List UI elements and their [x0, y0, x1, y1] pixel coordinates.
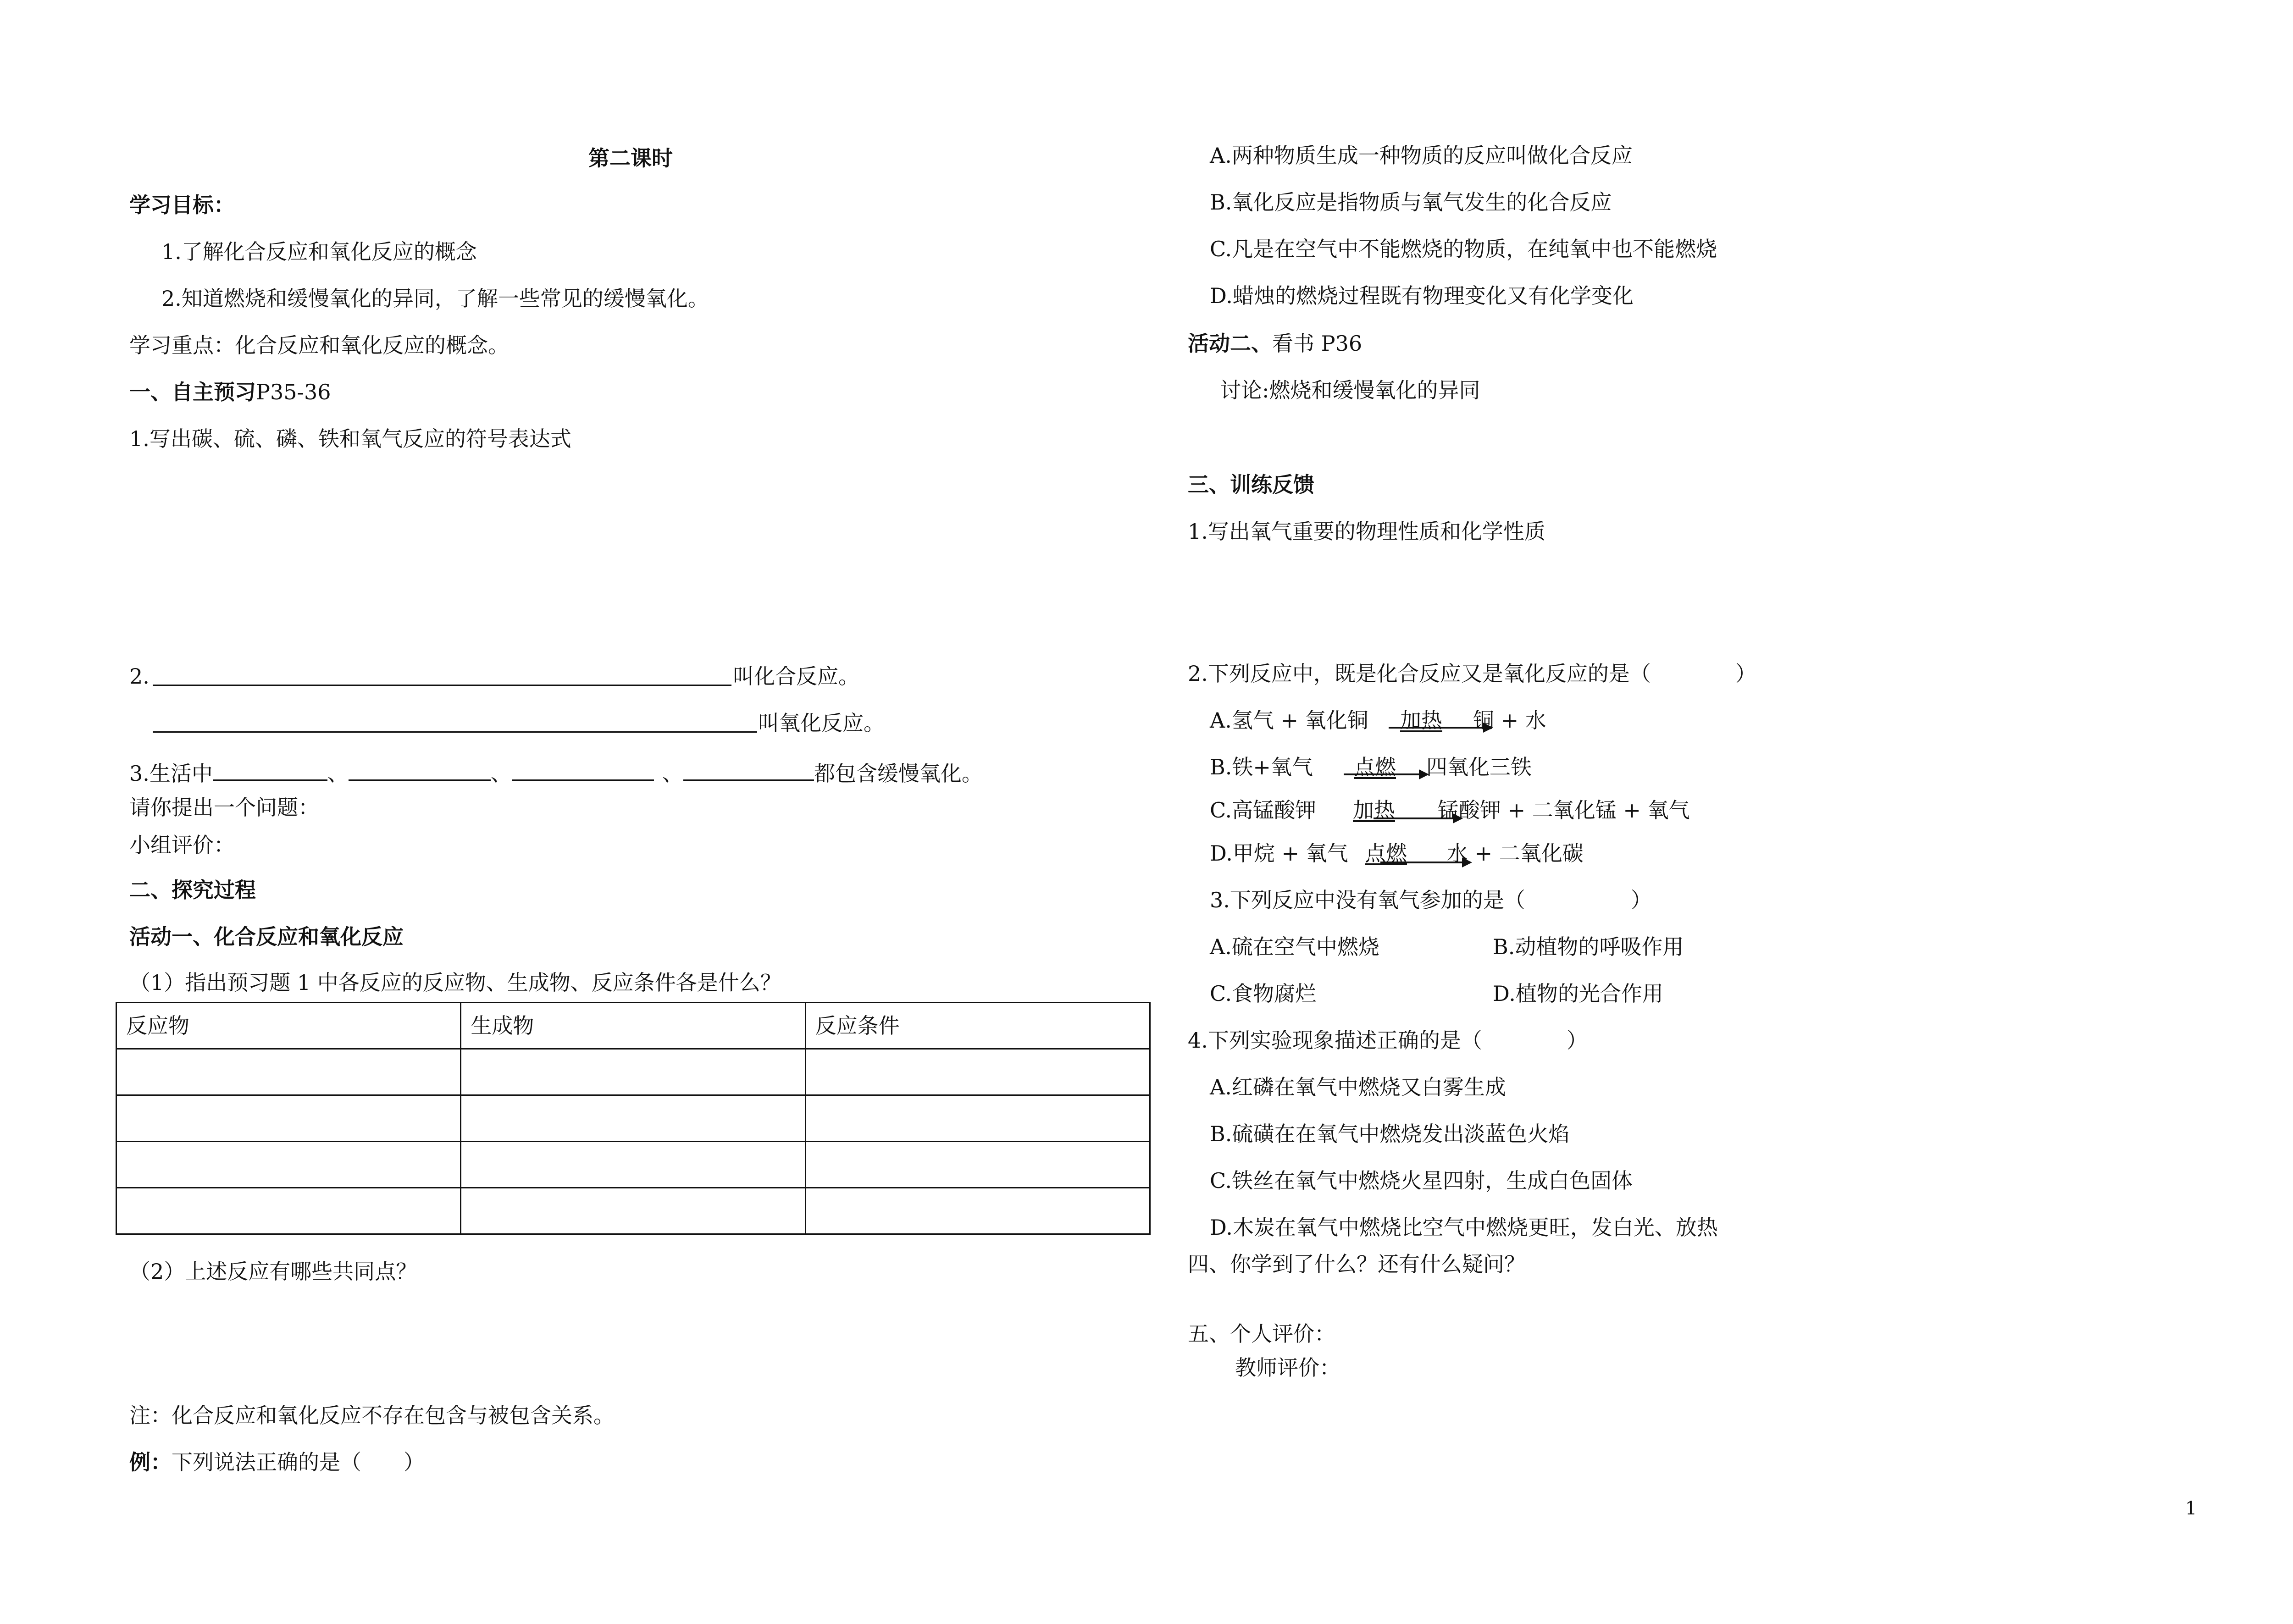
table-header-condition: 反应条件 — [805, 1003, 1150, 1049]
table-cell[interactable] — [805, 1142, 1150, 1188]
oxidation-reaction-suffix: 叫氧化反应。 — [758, 711, 885, 735]
preview-question-1: 1.写出碳、硫、磷、铁和氧气反应的符号表达式 — [129, 426, 571, 451]
discussion: 讨论:燃烧和缓慢氧化的异同 — [1220, 378, 1480, 403]
training-question-2: 2.下列反应中，既是化合反应又是氧化反应的是（ ） — [1188, 661, 1756, 686]
activity-1-title: 活动一、化合反应和氧化反应 — [129, 924, 404, 949]
table-cell[interactable] — [805, 1049, 1150, 1095]
activity-1-line — [129, 926, 404, 947]
table-header-row — [116, 1003, 1150, 1049]
option-2a-right: 铜 + 水 — [1473, 708, 1546, 733]
table-cell[interactable] — [461, 1188, 805, 1234]
activity-2-label: 活动二、 — [1188, 331, 1272, 356]
q3-suffix: 都包含缓慢氧化。 — [814, 761, 983, 786]
preview-question-3 — [129, 759, 983, 784]
option-2a-left: A.氢气 + 氧化铜 — [1210, 708, 1368, 733]
goal-1: 1.了解化合反应和氧化反应的概念 — [161, 239, 477, 264]
table-row — [116, 1095, 1150, 1142]
option-3a: A.硫在空气中燃烧 — [1210, 934, 1379, 959]
table-cell[interactable] — [805, 1095, 1150, 1142]
blank-slow-oxidation-1[interactable] — [213, 759, 327, 781]
option-2d-left: D.甲烷 + 氧气 — [1210, 841, 1348, 866]
table-cell[interactable] — [461, 1142, 805, 1188]
preview-heading-line — [129, 381, 331, 403]
q3-sep-2: 、 — [490, 761, 512, 786]
reaction-table — [116, 1002, 1151, 1235]
option-4a: A.红磷在氧气中燃烧又白雾生成 — [1210, 1075, 1506, 1099]
preview-heading: 一、自主预习 — [129, 380, 256, 404]
example-line — [129, 1452, 425, 1473]
table-header-product: 生成物 — [461, 1003, 805, 1049]
option-4c: C.铁丝在氧气中燃烧火星四射，生成白色固体 — [1210, 1168, 1633, 1193]
blank-line-compound-reaction[interactable] — [153, 685, 731, 686]
option-2c-left: C.高锰酸钾 — [1210, 798, 1317, 823]
table-cell[interactable] — [461, 1095, 805, 1142]
ask-question: 请你提出一个问题： — [129, 795, 319, 820]
option-4b: B.硫磺在在氧气中燃烧发出淡蓝色火焰 — [1210, 1121, 1570, 1146]
training-question-3: 3.下列反应中没有氧气参加的是（ ） — [1210, 888, 1652, 912]
table-cell[interactable] — [116, 1049, 461, 1095]
option-2c-right: 锰酸钾 + 二氧化锰 + 氧气 — [1438, 798, 1690, 823]
example-option-b: B.氧化反应是指物质与氧气发生的化合反应 — [1210, 190, 1612, 215]
table-cell[interactable] — [116, 1142, 461, 1188]
table-cell[interactable] — [805, 1188, 1150, 1234]
goals-heading: 学习目标： — [129, 193, 235, 217]
option-2b-left: B.铁+氧气 — [1210, 755, 1313, 779]
table-cell[interactable] — [116, 1095, 461, 1142]
option-2d-right: 水 + 二氧化碳 — [1447, 841, 1584, 866]
activity-2-text: 看书 P36 — [1272, 331, 1363, 356]
q3-prefix: 3.生活中 — [129, 761, 213, 786]
option-2d-condition: 点燃 — [1365, 841, 1407, 866]
option-2c-condition: 加热 — [1353, 798, 1395, 823]
table-cell[interactable] — [116, 1188, 461, 1234]
option-3c: C.食物腐烂 — [1210, 981, 1317, 1006]
option-2a-condition: 加热 — [1400, 708, 1442, 733]
teacher-evaluation: 教师评价： — [1235, 1355, 1340, 1380]
blank-slow-oxidation-3[interactable] — [512, 759, 654, 781]
option-3b: B.动植物的呼吸作用 — [1493, 934, 1684, 959]
activity-2-line — [1188, 333, 1362, 354]
table-row — [116, 1188, 1150, 1234]
note: 注：化合反应和氧化反应不存在包含与被包含关系。 — [129, 1403, 615, 1428]
blank-line-oxidation-reaction[interactable] — [153, 731, 757, 733]
example-label: 例： — [129, 1450, 172, 1475]
goal-2: 2.知道燃烧和缓慢氧化的异同，了解一些常见的缓慢氧化。 — [161, 286, 709, 311]
key-point: 学习重点：化合反应和氧化反应的概念。 — [129, 333, 509, 358]
training-heading: 三、训练反馈 — [1188, 472, 1314, 497]
training-question-4: 4.下列实验现象描述正确的是（ ） — [1188, 1028, 1588, 1053]
blank-slow-oxidation-2[interactable] — [349, 759, 491, 781]
activity-1-question-2: （2）上述反应有哪些共同点？ — [129, 1259, 417, 1284]
option-2b-condition: 点燃 — [1354, 755, 1396, 779]
option-3d: D.植物的光合作用 — [1493, 981, 1663, 1006]
table-header-reactant: 反应物 — [116, 1003, 461, 1049]
page-title: 第二课时 — [588, 146, 673, 171]
preview-question-2-prefix: 2. — [129, 664, 150, 689]
q3-sep-3: 、 — [662, 761, 683, 786]
training-question-1: 1.写出氧气重要的物理性质和化学性质 — [1188, 519, 1545, 544]
table-cell[interactable] — [461, 1049, 805, 1095]
reaction-arrow-icon — [1344, 768, 1429, 781]
example-option-a: A.两种物质生成一种物质的反应叫做化合反应 — [1210, 143, 1633, 168]
blank-slow-oxidation-4[interactable] — [683, 759, 814, 781]
table-row — [116, 1142, 1150, 1188]
learned-question: 四、你学到了什么？还有什么疑问？ — [1188, 1252, 1525, 1276]
preview-pages: P35-36 — [256, 380, 331, 404]
table-row — [116, 1049, 1150, 1095]
activity-1-question-1: （1）指出预习题 1 中各反应的反应物、生成物、反应条件各是什么？ — [129, 970, 781, 995]
group-evaluation: 小组评价： — [129, 833, 235, 857]
q3-sep-1: 、 — [327, 761, 349, 786]
explore-heading: 二、探究过程 — [129, 878, 256, 902]
example-option-d: D.蜡烛的燃烧过程既有物理变化又有化学变化 — [1210, 283, 1634, 308]
page-number: 1 — [2185, 1498, 2197, 1519]
option-4d: D.木炭在氧气中燃烧比空气中燃烧更旺，发白光、放热 — [1210, 1215, 1718, 1240]
self-evaluation: 五、个人评价： — [1188, 1321, 1335, 1346]
example-text: 下列说法正确的是（ ） — [172, 1450, 425, 1475]
option-2b-right: 四氧化三铁 — [1426, 755, 1532, 779]
compound-reaction-suffix: 叫化合反应。 — [733, 664, 859, 689]
example-option-c: C.凡是在空气中不能燃烧的物质，在纯氧中也不能燃烧 — [1210, 237, 1717, 261]
